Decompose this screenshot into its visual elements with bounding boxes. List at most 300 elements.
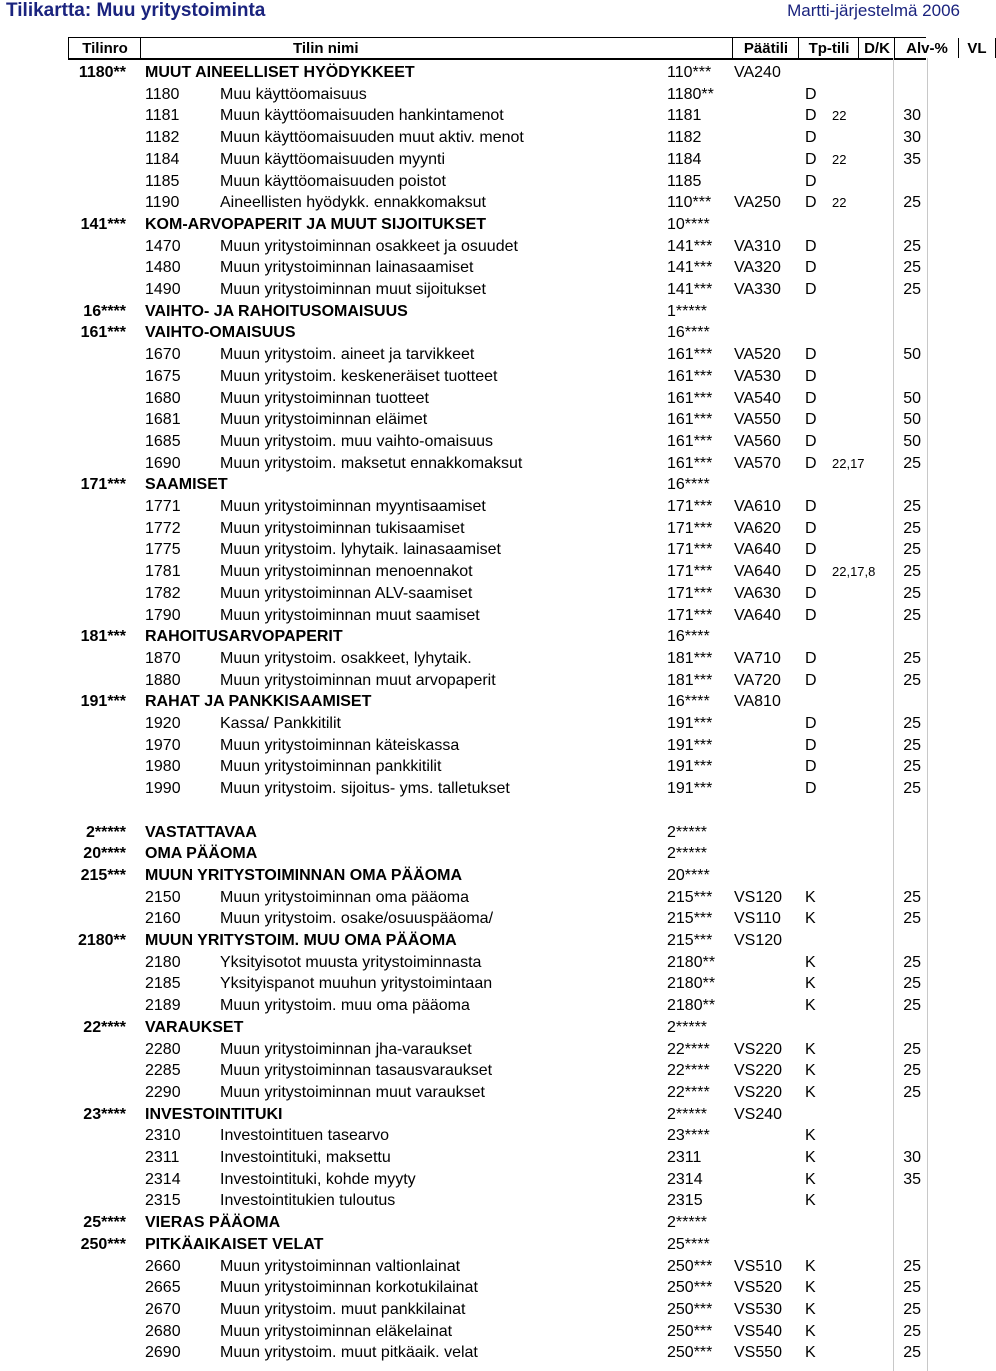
statement-account: VS520 xyxy=(734,1279,783,1297)
table-row xyxy=(0,192,960,213)
system-name: Martti-järjestelmä 2006 xyxy=(787,1,960,20)
debit-credit: K xyxy=(805,1149,816,1166)
debit-credit: K xyxy=(805,1300,816,1318)
account-name: Muun yritystoiminnan jha-varaukset xyxy=(220,1040,472,1058)
table-row xyxy=(0,887,960,908)
statement-account: VA330 xyxy=(734,281,781,298)
vl-value: 25 xyxy=(903,498,921,515)
table-row xyxy=(0,778,960,799)
account-number: 161*** xyxy=(80,324,126,342)
statement-account: VA630 xyxy=(734,584,781,602)
account-name: Muun käyttöomaisuuden hankintamenot xyxy=(220,107,504,125)
parent-account: 161*** xyxy=(667,346,713,364)
parent-account: 20**** xyxy=(667,866,710,884)
table-row xyxy=(0,388,960,409)
account-number: 2160 xyxy=(145,910,181,928)
debit-credit: K xyxy=(805,953,816,971)
statement-account: VA310 xyxy=(734,237,781,255)
account-name: Yksityisotot muusta yritystoiminnasta xyxy=(220,953,482,971)
account-number: 1490 xyxy=(145,281,181,298)
account-name: Muun yritystoiminnan myyntisaamiset xyxy=(220,498,486,515)
table-row xyxy=(0,1256,960,1277)
parent-account: 2***** xyxy=(667,1105,708,1123)
account-name: Muun yritystoiminnan muut varaukset xyxy=(220,1083,485,1101)
group-row xyxy=(0,822,960,843)
account-name: KOM-ARVOPAPERIT JA MUUT SIJOITUKSET xyxy=(145,215,487,233)
statement-account: VA640 xyxy=(734,541,781,559)
debit-credit: K xyxy=(805,1040,816,1058)
account-number: 171*** xyxy=(80,476,126,494)
account-number: 1184 xyxy=(145,150,180,168)
account-name: VASTATTAVAA xyxy=(145,823,257,841)
parent-account: 16**** xyxy=(667,476,710,494)
account-number: 2680 xyxy=(145,1322,181,1340)
account-name: VAIHTO-OMAISUUS xyxy=(145,324,296,342)
vl-value: 25 xyxy=(903,649,921,667)
account-name: Muun yritystoiminnan käteiskassa xyxy=(220,736,460,754)
table-row xyxy=(0,409,960,430)
parent-account: 1180** xyxy=(667,85,714,103)
debit-credit: D xyxy=(805,736,817,754)
vl-value: 25 xyxy=(903,1344,921,1362)
statement-account: VS110 xyxy=(734,910,781,928)
table-row xyxy=(0,1169,960,1190)
debit-credit: K xyxy=(805,975,816,993)
account-name: Muun käyttöomaisuuden poistot xyxy=(220,172,446,190)
account-name: Muun yritystoiminnan tasausvaraukset xyxy=(220,1062,493,1080)
account-name: Yksityispanot muuhun yritystoimintaan xyxy=(220,975,493,993)
group-row xyxy=(0,1104,960,1125)
debit-credit: D xyxy=(805,172,817,190)
account-name: RAHAT JA PANKKISAAMISET xyxy=(145,693,372,711)
account-name: RAHOITUSARVOPAPERIT xyxy=(145,628,343,646)
account-number: 22**** xyxy=(83,1018,126,1036)
vl-value: 25 xyxy=(903,194,921,212)
account-number: 141*** xyxy=(80,215,126,233)
table-row xyxy=(0,713,960,734)
table-row xyxy=(0,1082,960,1103)
account-number: 1181 xyxy=(145,107,180,125)
parent-account: 1182 xyxy=(667,129,702,147)
account-number: 2180 xyxy=(145,953,181,971)
debit-credit: D xyxy=(805,432,817,450)
account-number: 191*** xyxy=(80,693,126,711)
account-name: Muun yritystoiminnan oma pääoma xyxy=(220,888,470,906)
statement-account: VS510 xyxy=(734,1257,783,1275)
account-name: Muun yritystoim. aineet ja tarvikkeet xyxy=(220,346,475,364)
table-row xyxy=(0,1190,960,1211)
statement-account: VS220 xyxy=(734,1083,783,1101)
account-number: 1670 xyxy=(145,346,181,364)
account-number: 1690 xyxy=(145,454,181,472)
parent-account: 191*** xyxy=(667,780,713,798)
account-number: 16**** xyxy=(83,302,126,320)
parent-account: 171*** xyxy=(667,584,713,602)
vl-value: 25 xyxy=(903,563,921,581)
account-name: Muun yritystoiminnan ALV-saamiset xyxy=(220,584,473,602)
account-name: Investointituen tasearvo xyxy=(220,1127,389,1145)
account-number: 1782 xyxy=(145,584,181,602)
table-row xyxy=(0,1147,960,1168)
account-name: Muun yritystoiminnan eläimet xyxy=(220,411,428,429)
parent-account: 16**** xyxy=(667,324,710,342)
table-row xyxy=(0,84,960,105)
parent-account: 22**** xyxy=(667,1083,710,1101)
debit-credit: D xyxy=(805,367,817,385)
vat-rate: 22,17 xyxy=(832,455,865,471)
parent-account: 171*** xyxy=(667,541,713,559)
parent-account: 22**** xyxy=(667,1040,710,1058)
account-number: 1990 xyxy=(145,780,181,798)
statement-account: VA560 xyxy=(734,432,781,450)
debit-credit: K xyxy=(805,1344,816,1362)
account-name: Muun yritystoim. lyhytaik. lainasaamiset xyxy=(220,541,501,559)
column-header-debit-credit: D/K xyxy=(858,38,895,58)
statement-account: VA640 xyxy=(734,563,781,581)
vl-value: 25 xyxy=(903,584,921,602)
debit-credit: D xyxy=(805,780,817,798)
parent-account: 161*** xyxy=(667,432,713,450)
vl-value: 25 xyxy=(903,454,921,472)
debit-credit: K xyxy=(805,1083,816,1101)
account-number: 1685 xyxy=(145,432,181,450)
vl-value: 25 xyxy=(903,541,921,559)
account-number: 1772 xyxy=(145,519,181,537)
table-row xyxy=(0,670,960,691)
spacer-row xyxy=(0,800,960,821)
vl-value: 35 xyxy=(903,1170,921,1188)
account-number: 1480 xyxy=(145,259,181,277)
parent-account: 1185 xyxy=(667,172,702,190)
column-header-statement-account: Tp-tili xyxy=(798,38,859,58)
debit-credit: D xyxy=(805,454,817,472)
account-number: 1470 xyxy=(145,237,181,255)
statement-account: VS550 xyxy=(734,1344,783,1362)
table-row xyxy=(0,366,960,387)
account-name: Muun yritystoim. sijoitus- yms. talletukset xyxy=(220,780,510,798)
column-header-vat: Alv-% xyxy=(894,38,959,58)
parent-account: 161*** xyxy=(667,389,713,407)
vl-value: 25 xyxy=(903,259,921,277)
debit-credit: D xyxy=(805,107,817,125)
table-row xyxy=(0,518,960,539)
parent-account: 250*** xyxy=(667,1300,713,1318)
statement-account: VA250 xyxy=(734,194,781,212)
table-row xyxy=(0,496,960,517)
vat-rate: 22 xyxy=(832,151,847,167)
account-number: 1870 xyxy=(145,649,181,667)
account-number: 1675 xyxy=(145,367,181,385)
table-row xyxy=(0,648,960,669)
vl-value: 25 xyxy=(903,1279,921,1297)
account-name: Muun yritystoim. muu oma pääoma xyxy=(220,997,470,1015)
account-number: 2280 xyxy=(145,1040,181,1058)
table-row xyxy=(0,1039,960,1060)
parent-account: 250*** xyxy=(667,1344,713,1362)
account-number: 1771 xyxy=(145,498,181,515)
vl-value: 25 xyxy=(903,1083,921,1101)
statement-account: VS540 xyxy=(734,1322,783,1340)
account-name: MUUN YRITYSTOIM. MUU OMA PÄÄOMA xyxy=(145,932,457,949)
parent-account: 141*** xyxy=(667,281,713,298)
account-name: PITKÄAIKAISET VELAT xyxy=(145,1235,324,1253)
account-name: Muun yritystoiminnan menoennakot xyxy=(220,563,473,581)
debit-credit: K xyxy=(805,997,816,1015)
table-row xyxy=(0,344,960,365)
parent-account: 1181 xyxy=(667,107,702,125)
table-row xyxy=(0,149,960,170)
parent-account: 1***** xyxy=(667,302,708,320)
parent-account: 2***** xyxy=(667,845,708,863)
group-row xyxy=(0,930,960,951)
vl-value: 25 xyxy=(903,1040,921,1058)
parent-account: 2314 xyxy=(667,1170,703,1188)
parent-account: 171*** xyxy=(667,498,713,515)
account-number: 2665 xyxy=(145,1279,181,1297)
account-number: 2311 xyxy=(145,1149,180,1166)
parent-account: 171*** xyxy=(667,519,713,537)
debit-credit: D xyxy=(805,671,817,689)
parent-account: 161*** xyxy=(667,411,713,429)
account-number: 1190 xyxy=(145,194,180,212)
parent-account: 215*** xyxy=(667,888,713,906)
vl-value: 25 xyxy=(903,997,921,1015)
parent-account: 141*** xyxy=(667,237,713,255)
parent-account: 191*** xyxy=(667,715,713,732)
statement-account: VA710 xyxy=(734,649,781,667)
group-row xyxy=(0,214,960,235)
vl-value: 25 xyxy=(903,736,921,754)
table-row xyxy=(0,583,960,604)
vl-value: 25 xyxy=(903,953,921,971)
statement-account: VA610 xyxy=(734,498,781,515)
group-row xyxy=(0,301,960,322)
table-row xyxy=(0,236,960,257)
account-name: VIERAS PÄÄOMA xyxy=(145,1214,281,1232)
account-number: 1681 xyxy=(145,411,181,429)
table-row xyxy=(0,973,960,994)
statement-account: VA320 xyxy=(734,259,781,277)
debit-credit: D xyxy=(805,85,817,103)
vl-value: 30 xyxy=(903,129,921,147)
parent-account: 181*** xyxy=(667,649,713,667)
account-name: Muun yritystoim. osake/osuuspääoma/ xyxy=(220,910,494,928)
account-number: 1970 xyxy=(145,736,181,754)
account-name: Muun yritystoiminnan tuotteet xyxy=(220,389,429,407)
account-number: 2185 xyxy=(145,975,181,993)
group-row xyxy=(0,843,960,864)
table-row xyxy=(0,105,960,126)
debit-credit: D xyxy=(805,237,817,255)
parent-account: 181*** xyxy=(667,671,713,689)
parent-account: 191*** xyxy=(667,758,713,776)
parent-account: 2311 xyxy=(667,1149,702,1166)
account-name: Muun yritystoim. muut pankkilainat xyxy=(220,1300,466,1318)
debit-credit: D xyxy=(805,150,817,168)
account-name: Muun yritystoim. muut pitkäaik. velat xyxy=(220,1344,478,1362)
vl-value: 25 xyxy=(903,519,921,537)
vl-value: 50 xyxy=(903,432,921,450)
account-number: 2189 xyxy=(145,997,181,1015)
account-name: Muun käyttöomaisuuden myynti xyxy=(220,150,445,168)
account-name: Muun yritystoim. keskeneräiset tuotteet xyxy=(220,367,498,385)
account-name: Muun yritystoiminnan muut sijoitukset xyxy=(220,281,486,298)
account-number: 1182 xyxy=(145,129,180,147)
account-number: 23**** xyxy=(83,1105,126,1123)
statement-account: VA620 xyxy=(734,519,781,537)
statement-account: VA520 xyxy=(734,346,781,364)
debit-credit: D xyxy=(805,411,817,429)
table-row xyxy=(0,756,960,777)
parent-account: 10**** xyxy=(667,215,710,233)
account-name: Muun yritystoiminnan korkotukilainat xyxy=(220,1279,478,1297)
group-row xyxy=(0,62,960,83)
statement-account: VA550 xyxy=(734,411,781,429)
debit-credit: K xyxy=(805,1322,816,1340)
statement-account: VA720 xyxy=(734,671,781,689)
parent-account: 23**** xyxy=(667,1127,710,1145)
parent-account: 25**** xyxy=(667,1235,710,1253)
table-row xyxy=(0,735,960,756)
group-row xyxy=(0,474,960,495)
account-number: 1180** xyxy=(78,64,126,81)
table-row xyxy=(0,1299,960,1320)
account-number: 2290 xyxy=(145,1083,181,1101)
vl-value: 25 xyxy=(903,758,921,776)
statement-account: VS220 xyxy=(734,1062,783,1080)
account-number: 250*** xyxy=(80,1235,126,1253)
account-number: 2180** xyxy=(77,932,126,949)
table-row xyxy=(0,431,960,452)
vl-value: 25 xyxy=(903,1322,921,1340)
debit-credit: K xyxy=(805,888,816,906)
statement-account: VA240 xyxy=(734,64,781,81)
account-name: VAIHTO- JA RAHOITUSOMAISUUS xyxy=(145,302,408,320)
debit-credit: K xyxy=(805,1127,816,1145)
parent-account: 22**** xyxy=(667,1062,710,1080)
parent-account: 2180** xyxy=(667,953,716,971)
table-row xyxy=(0,1321,960,1342)
debit-credit: D xyxy=(805,715,817,732)
account-name: MUUN YRITYSTOIMINNAN OMA PÄÄOMA xyxy=(145,866,463,884)
group-row xyxy=(0,1212,960,1233)
parent-account: 215*** xyxy=(667,932,713,949)
account-number: 2670 xyxy=(145,1300,181,1318)
vl-value: 25 xyxy=(903,910,921,928)
debit-credit: D xyxy=(805,498,817,515)
group-row xyxy=(0,322,960,343)
table-row xyxy=(0,257,960,278)
account-number: 1781 xyxy=(145,563,181,581)
account-number: 1880 xyxy=(145,671,181,689)
column-header-vl: VL xyxy=(958,38,996,58)
account-name: Investointitukien tuloutus xyxy=(220,1192,396,1210)
account-name: Muun yritystoiminnan pankkitilit xyxy=(220,758,442,776)
statement-account: VS530 xyxy=(734,1300,783,1318)
group-row xyxy=(0,1234,960,1255)
debit-credit: K xyxy=(805,1257,816,1275)
statement-account: VA570 xyxy=(734,454,781,472)
statement-account: VA540 xyxy=(734,389,781,407)
parent-account: 110*** xyxy=(667,194,712,212)
account-name: INVESTOINTITUKI xyxy=(145,1105,283,1123)
account-name: Muun yritystoiminnan eläkelainat xyxy=(220,1322,453,1340)
debit-credit: D xyxy=(805,129,817,147)
parent-account: 2***** xyxy=(667,1018,708,1036)
account-name: Muu käyttöomaisuus xyxy=(220,85,367,103)
vl-value: 50 xyxy=(903,411,921,429)
debit-credit: K xyxy=(805,1170,816,1188)
account-name: OMA PÄÄOMA xyxy=(145,845,258,863)
statement-account: VS120 xyxy=(734,932,783,949)
parent-account: 250*** xyxy=(667,1279,713,1297)
account-name: Muun käyttöomaisuuden muut aktiv. menot xyxy=(220,129,524,147)
vl-value: 25 xyxy=(903,671,921,689)
account-name: Aineellisten hyödykk. ennakkomaksut xyxy=(220,194,486,212)
account-name: Muun yritystoiminnan valtionlainat xyxy=(220,1257,461,1275)
account-number: 1680 xyxy=(145,389,181,407)
parent-account: 191*** xyxy=(667,736,713,754)
account-number: 20**** xyxy=(83,845,126,863)
debit-credit: K xyxy=(805,1279,816,1297)
account-number: 2285 xyxy=(145,1062,181,1080)
parent-account: 2***** xyxy=(667,1214,708,1232)
account-name: Kassa/ Pankkitilit xyxy=(220,715,341,732)
table-row xyxy=(0,1277,960,1298)
table-row xyxy=(0,1342,960,1363)
debit-credit: D xyxy=(805,346,817,364)
parent-account: 2315 xyxy=(667,1192,703,1210)
debit-credit: K xyxy=(805,910,816,928)
table-row xyxy=(0,171,960,192)
account-name: Muun yritystoiminnan muut arvopaperit xyxy=(220,671,496,689)
group-row xyxy=(0,626,960,647)
debit-credit: D xyxy=(805,519,817,537)
table-row xyxy=(0,127,960,148)
account-name: Muun yritystoim. maksetut ennakkomaksut xyxy=(220,454,523,472)
parent-account: 171*** xyxy=(667,563,713,581)
account-number: 1185 xyxy=(145,172,180,190)
account-number: 1180 xyxy=(145,85,180,103)
debit-credit: D xyxy=(805,563,817,581)
vl-value: 25 xyxy=(903,780,921,798)
table-row xyxy=(0,1125,960,1146)
document-title: Tilikartta: Muu yritystoiminta xyxy=(6,0,266,21)
vl-value: 30 xyxy=(903,1149,921,1166)
vl-value: 25 xyxy=(903,1257,921,1275)
statement-account: VA810 xyxy=(734,693,781,711)
parent-account: 2180** xyxy=(667,975,716,993)
parent-account: 161*** xyxy=(667,367,713,385)
account-number: 1775 xyxy=(145,541,181,559)
table-row xyxy=(0,1060,960,1081)
parent-account: 16**** xyxy=(667,693,710,711)
table-row xyxy=(0,539,960,560)
parent-account: 141*** xyxy=(667,259,713,277)
account-name: Muun yritystoiminnan lainasaamiset xyxy=(220,259,474,277)
account-number: 2690 xyxy=(145,1344,181,1362)
parent-account: 171*** xyxy=(667,606,713,624)
vl-value: 25 xyxy=(903,281,921,298)
vl-value: 25 xyxy=(903,1062,921,1080)
parent-account: 250*** xyxy=(667,1257,713,1275)
vat-rate: 22,17,8 xyxy=(832,564,876,580)
account-name: Muun yritystoiminnan osakkeet ja osuudet xyxy=(220,237,518,255)
vl-value: 25 xyxy=(903,237,921,255)
debit-credit: D xyxy=(805,259,817,277)
statement-account: VA530 xyxy=(734,367,781,385)
account-number: 1980 xyxy=(145,758,181,776)
